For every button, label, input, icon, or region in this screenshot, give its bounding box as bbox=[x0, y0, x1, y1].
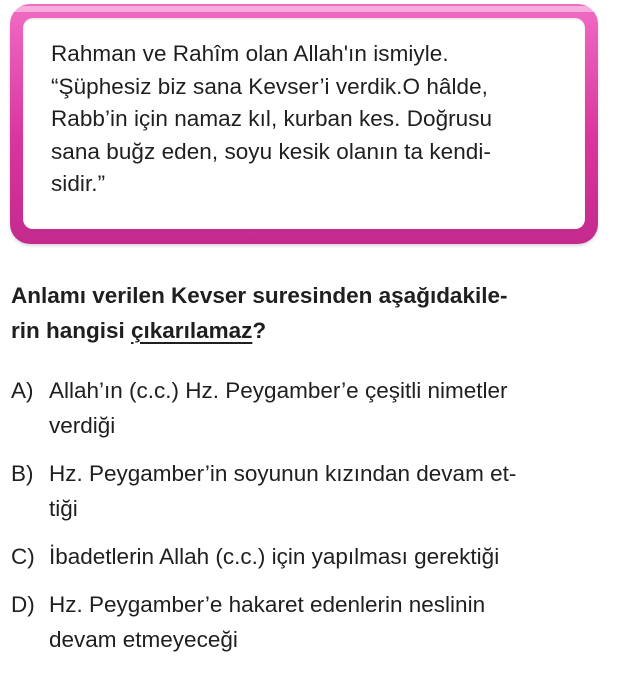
option-b-text bbox=[49, 456, 611, 526]
passage-line-2: “Şüphesiz biz sana Kevser’i verdik.O hâlde, bbox=[51, 73, 488, 99]
option-a-letter: A) bbox=[11, 378, 34, 403]
question-line-1: Anlamı verilen Kevser suresinden aşağıdakile- bbox=[11, 283, 508, 308]
option-a[interactable] bbox=[11, 373, 611, 443]
passage-content bbox=[23, 18, 585, 229]
option-b[interactable] bbox=[11, 456, 611, 526]
option-b-letter: B) bbox=[11, 461, 34, 486]
question-line-2-prefix: rin hangisi bbox=[11, 318, 132, 343]
option-a-text bbox=[49, 373, 611, 443]
answer-options bbox=[11, 373, 611, 670]
question-line-2 bbox=[11, 313, 611, 348]
question-emphasis: çıkarılamaz bbox=[131, 318, 253, 343]
option-b-line-2: tiği bbox=[49, 496, 78, 521]
option-d-text bbox=[49, 587, 611, 657]
option-c[interactable] bbox=[11, 539, 611, 574]
option-a-line-2: verdiği bbox=[49, 413, 116, 438]
option-a-line-1: Allah’ın (c.c.) Hz. Peygamber’e çeşitli nimetler bbox=[49, 378, 508, 403]
option-d-line-2: devam etmeyeceği bbox=[49, 627, 238, 652]
option-b-line-1: Hz. Peygamber’in soyunun kızından devam et- bbox=[49, 461, 517, 486]
question-line-2-suffix: ? bbox=[252, 318, 267, 343]
option-d-letter: D) bbox=[11, 592, 35, 617]
option-c-line-1: İbadetlerin Allah (c.c.) için yapılması gerektiği bbox=[49, 544, 500, 569]
passage-line-5: sidir.” bbox=[51, 171, 106, 196]
option-c-text bbox=[49, 539, 611, 574]
option-c-letter: C) bbox=[11, 544, 35, 569]
passage-line-3: Rabb’in için namaz kıl, kurban kes. Doğrusu bbox=[51, 106, 493, 131]
question-stem bbox=[11, 278, 611, 348]
option-d-line-1: Hz. Peygamber’e hakaret edenlerin neslinin bbox=[49, 592, 486, 617]
passage-line-1: Rahman ve Rahîm olan Allah'ın ismiyle. bbox=[51, 41, 449, 66]
passage-box bbox=[10, 4, 598, 244]
passage-line-4: sana buğz eden, soyu kesik olanın ta kendi- bbox=[51, 138, 491, 164]
option-d[interactable] bbox=[11, 587, 611, 657]
